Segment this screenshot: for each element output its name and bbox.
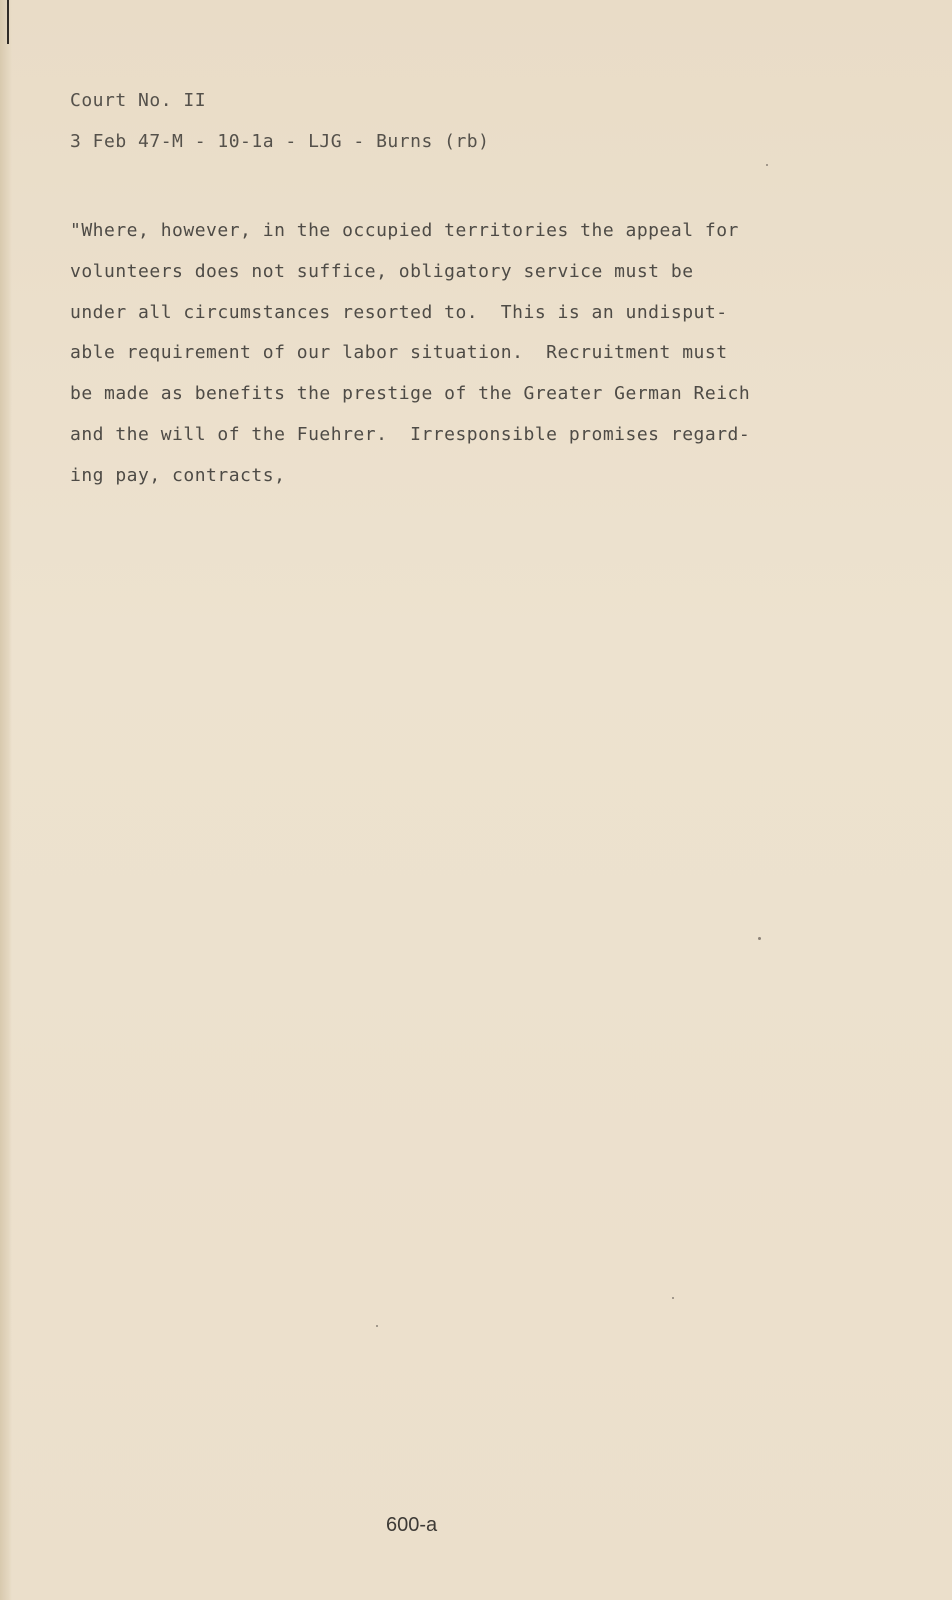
page-number: 600-a [386, 1514, 438, 1536]
binding-mark [7, 0, 9, 44]
transcript-line: under all circumstances resorted to. This is an undisput- [70, 301, 728, 323]
transcript-line: and the will of the Fuehrer. Irresponsible promises regard- [70, 423, 751, 445]
paper-speck [672, 1297, 674, 1299]
transcript-body [70, 211, 830, 497]
paper-speck [758, 937, 761, 940]
court-heading: Court No. II [70, 90, 207, 111]
transcript-line: ing pay, contracts, [70, 464, 286, 486]
paper-speck [376, 1325, 378, 1327]
paper-speck [766, 164, 768, 166]
session-reference: 3 Feb 47-M - 10-1a - LJG - Burns (rb) [70, 131, 490, 152]
transcript-line: volunteers does not suffice, obligatory service must be [70, 260, 694, 282]
transcript-line: able requirement of our labor situation. Recruitment must [70, 342, 728, 364]
transcript-line: be made as benefits the prestige of the Greater German Reich [70, 383, 751, 405]
transcript-line: "Where, however, in the occupied territories the appeal for [70, 220, 739, 241]
page-left-edge [0, 0, 12, 1600]
